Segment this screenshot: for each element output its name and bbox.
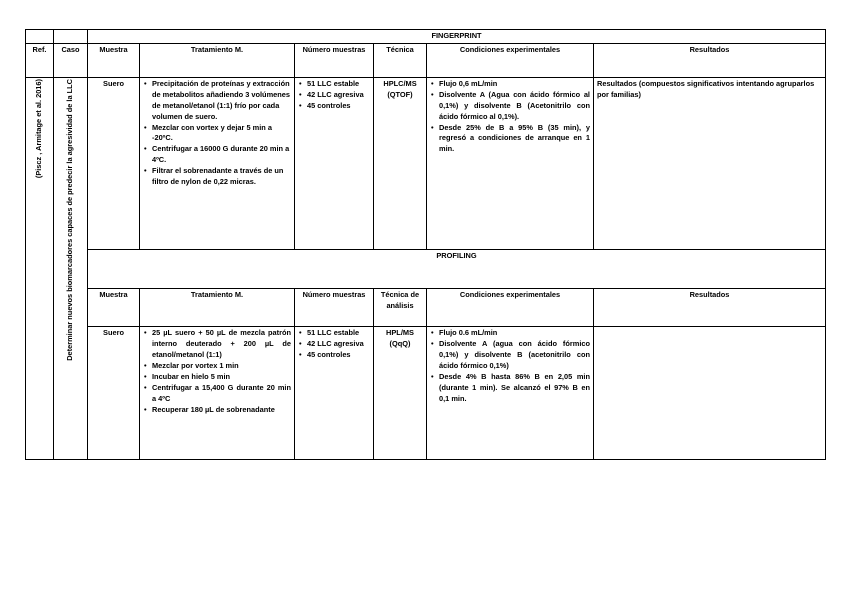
fingerprint-numero-list: [298, 79, 370, 112]
list-item: • Flujo 0.6 mL/min: [439, 328, 590, 339]
profiling-condiciones: [427, 327, 594, 460]
profiling-section-title: PROFILING: [88, 249, 826, 262]
fingerprint-tratamiento-list: [143, 79, 291, 188]
fingerprint-data-row: [26, 77, 826, 249]
fingerprint-section-title: FINGERPRINT: [88, 30, 826, 44]
numero-header: Número muestras: [295, 43, 374, 77]
caso-description: Determinar nuevos biomarcadores capaces de predecir la agresividad de la LLC: [65, 78, 75, 361]
profiling-muestra: Suero: [88, 327, 140, 460]
list-item: • Disolvente A (agua con ácido fórmico 0,1%) y disolvente B (acetonitrilo con ácido fórmico 0,1%): [439, 339, 590, 372]
list-item: • Recuperar 180 µL de sobrenadante: [152, 405, 291, 416]
profiling-resultados: [594, 327, 826, 460]
fingerprint-muestra: Suero: [88, 77, 140, 249]
list-item: • Mezclar con vortex y dejar 5 min a -20ºC.: [152, 123, 291, 145]
list-item: • 45 controles: [307, 101, 370, 112]
tecnica-header: Técnica: [374, 43, 427, 77]
tratamiento-header: Tratamiento M.: [140, 43, 295, 77]
list-item: • Disolvente A (Agua con ácido fórmico al 0,1%) y disolvente B (Acetonitrilo con ácido fórmico al 0,1%).: [439, 90, 590, 123]
profiling-data-row: [26, 327, 826, 460]
list-item: • Centrifugar a 15,400 G durante 20 min a 4ºC: [152, 383, 291, 405]
numero-header: Número muestras: [295, 289, 374, 327]
fingerprint-header-row: [26, 43, 826, 77]
fingerprint-condiciones: [427, 77, 594, 249]
list-item: • Precipitación de proteínas y extracción de metabolitos añadiendo 3 volúmenes de metanol/etanol (1:1) frío por cada volumen de suero.: [152, 79, 291, 123]
list-item: • 45 controles: [307, 350, 370, 361]
fingerprint-title-row: [26, 30, 826, 44]
condiciones-header: Condiciones experimentales: [427, 289, 594, 327]
profiling-tecnica: HPL/MS (QqQ): [374, 327, 427, 460]
profiling-tratamiento: [140, 327, 295, 460]
list-item: • 25 µL suero + 50 µL de mezcla patrón interno deuterado + 200 µL de etanol/metanol (1:1): [152, 328, 291, 361]
ref-header: Ref.: [26, 43, 54, 77]
metabolomics-table: [25, 29, 826, 460]
fingerprint-condiciones-list: [430, 79, 590, 155]
empty-cell: [26, 30, 54, 44]
list-item: • 51 LLC estable: [307, 328, 370, 339]
resultados-header: Resultados: [594, 289, 826, 327]
profiling-condiciones-list: [430, 328, 590, 404]
profiling-header-row: [26, 289, 826, 327]
muestra-header: Muestra: [88, 289, 140, 327]
fingerprint-tecnica: HPLC/MS (QTOF): [374, 77, 427, 249]
empty-cell: [88, 263, 826, 289]
profiling-tratamiento-list: [143, 328, 291, 415]
caso-header: Caso: [54, 43, 88, 77]
list-item: • Incubar en hielo 5 min: [152, 372, 291, 383]
fingerprint-numero: [295, 77, 374, 249]
list-item: • Centrifugar a 16000 G durante 20 min a 4ºC.: [152, 144, 291, 166]
muestra-header: Muestra: [88, 43, 140, 77]
tecnica-header: Técnica de análisis: [374, 289, 427, 327]
fingerprint-resultados: Resultados (compuestos significativos intentando agruparlos por familias): [594, 77, 826, 249]
resultados-header: Resultados: [594, 43, 826, 77]
list-item: • Mezclar por vortex 1 min: [152, 361, 291, 372]
profiling-title-row: [26, 249, 826, 262]
empty-cell: [54, 30, 88, 44]
profiling-numero: [295, 327, 374, 460]
ref-citation: (Piscz , Armitage et al. 2016): [34, 78, 44, 179]
list-item: • Desde 4% B hasta 86% B en 2,05 min (durante 1 min). Se alcanzó el 97% B en 0,1 min.: [439, 372, 590, 405]
list-item: • 42 LLC agresiva: [307, 90, 370, 101]
list-item: • Filtrar el sobrenadante a través de un filtro de nylon de 0,22 micras.: [152, 166, 291, 188]
fingerprint-tratamiento: [140, 77, 295, 249]
list-item: • Flujo 0,6 mL/min: [439, 79, 590, 90]
tratamiento-header: Tratamiento M.: [140, 289, 295, 327]
list-item: • 51 LLC estable: [307, 79, 370, 90]
ref-cell: [26, 77, 54, 459]
profiling-spacer-row: [26, 263, 826, 289]
profiling-numero-list: [298, 328, 370, 361]
list-item: • Desde 25% de B a 95% B (35 min), y regresó a condiciones de arranque en 1 min.: [439, 123, 590, 156]
condiciones-header: Condiciones experimentales: [427, 43, 594, 77]
caso-cell: [54, 77, 88, 459]
list-item: • 42 LLC agresiva: [307, 339, 370, 350]
